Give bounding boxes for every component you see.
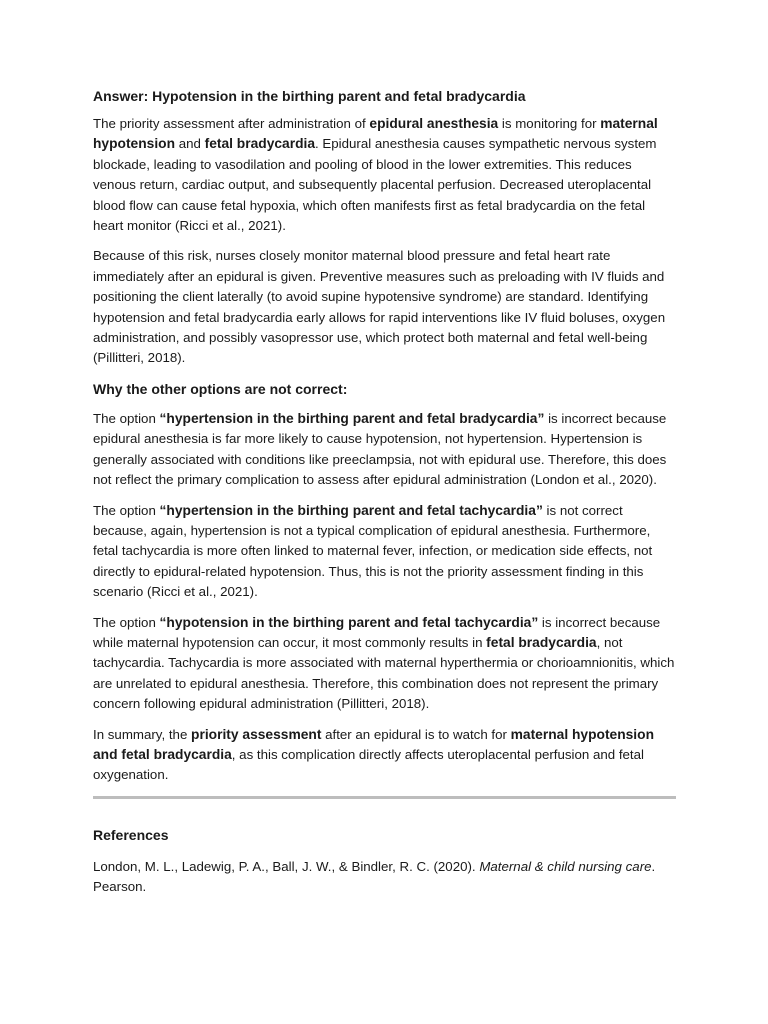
p1-text-4: . Epidural anesthesia causes sympathetic nervous system blockade, leading to vasodilation and pooling of blood in the lower extremities. This reduces venous return, cardiac output, and subsequently placental perfusion. Decreased uteroplacental blood flow can cause fetal hypoxia, which often manifests first as fetal bradycardia on the fetal heart monitor (Ricci et al., 2021). bbox=[93, 136, 657, 234]
paragraph-priority-assessment bbox=[93, 114, 676, 236]
paragraph-option-2 bbox=[93, 501, 676, 603]
summary-bold-2: maternal hypotension and fetal bradycardia bbox=[93, 726, 654, 762]
references-heading: References bbox=[93, 826, 169, 843]
reference-publisher: . Pearson. bbox=[93, 858, 656, 895]
opt1-text-1: The option bbox=[93, 410, 160, 426]
opt2-text-1: The option bbox=[93, 502, 160, 518]
other-options-heading: Why the other options are not correct: bbox=[93, 380, 348, 397]
paragraph-monitoring: Because of this risk, nurses closely monitor maternal blood pressure and fetal heart rate immediately after an epidural is given. Preventive measures such as preloading with IV fluids and positioning the client laterally (to avoid supine hypotensive syndrome) are standard. Identifying hypotension and fetal bradycardia early allows for rapid interventions like IV fluid boluses, oxygen administration, and possibly vasopressor use, which protect both maternal and fetal well-being (Pillitteri, 2018). bbox=[93, 248, 666, 366]
opt1-bold-1: “hypertension in the birthing parent and fetal bradycardia” bbox=[159, 410, 545, 426]
opt3-text-1: The option bbox=[93, 614, 160, 630]
paragraph-summary bbox=[93, 725, 676, 786]
opt2-text-2: is not correct because, again, hypertension is not a typical complication of epidural anesthesia. Furthermore, fetal tachycardia is more often linked to maternal fever, infection, or medication side effects, not directly to epidural-related hypotension. Thus, this is not the priority assessment finding in this scenario (Ricci et al., 2021). bbox=[93, 502, 653, 600]
reference-entry bbox=[93, 857, 676, 898]
opt3-text-3: , not tachycardia. Tachycardia is more associated with maternal hyperthermia or chorioamnionitis, which are unrelated to epidural anesthesia. Therefore, this combination does not represent the primary concern following epidural administration (Pillitteri, 2018). bbox=[93, 634, 675, 712]
summary-text-3: , as this complication directly affects uteroplacental perfusion and fetal oxygenation. bbox=[93, 746, 644, 783]
section-divider bbox=[93, 796, 676, 799]
answer-heading: Answer: Hypotension in the birthing parent and fetal bradycardia bbox=[93, 88, 526, 104]
reference-authors: London, M. L., Ladewig, P. A., Ball, J. W., & Bindler, R. C. (2020). bbox=[93, 858, 480, 874]
opt2-bold-1: “hypertension in the birthing parent and fetal tachycardia” bbox=[159, 502, 543, 518]
paragraph-option-1 bbox=[93, 409, 676, 491]
reference-book-title: Maternal & child nursing care bbox=[479, 858, 652, 874]
opt3-text-2: is incorrect because while maternal hypotension can occur, it most commonly results in bbox=[93, 614, 661, 650]
p1-text-3: and bbox=[175, 136, 205, 152]
p1-bold-3: fetal bradycardia bbox=[204, 136, 316, 152]
p1-bold-1: epidural anesthesia bbox=[369, 116, 499, 131]
opt1-text-2: is incorrect because epidural anesthesia is far more likely to cause hypotension, not hypertension. Hypertension is generally associated with conditions like preeclampsia, not with epidural use. Therefore, this does not reflect the primary complication to assess after epidural administration (London et al., 2020). bbox=[93, 410, 667, 488]
summary-text-2: after an epidural is to watch for bbox=[321, 726, 511, 742]
p1-text-2: is monitoring for bbox=[498, 116, 601, 131]
p1-text-1: The priority assessment after administration of bbox=[93, 116, 370, 131]
opt3-bold-2: fetal bradycardia bbox=[486, 634, 597, 650]
summary-bold-1: priority assessment bbox=[191, 726, 322, 742]
summary-text-1: In summary, the bbox=[93, 726, 192, 742]
paragraph-option-3 bbox=[93, 613, 676, 715]
p1-bold-2: maternal hypotension bbox=[93, 116, 658, 152]
opt3-bold-1: “hypotension in the birthing parent and fetal tachycardia” bbox=[159, 614, 539, 630]
